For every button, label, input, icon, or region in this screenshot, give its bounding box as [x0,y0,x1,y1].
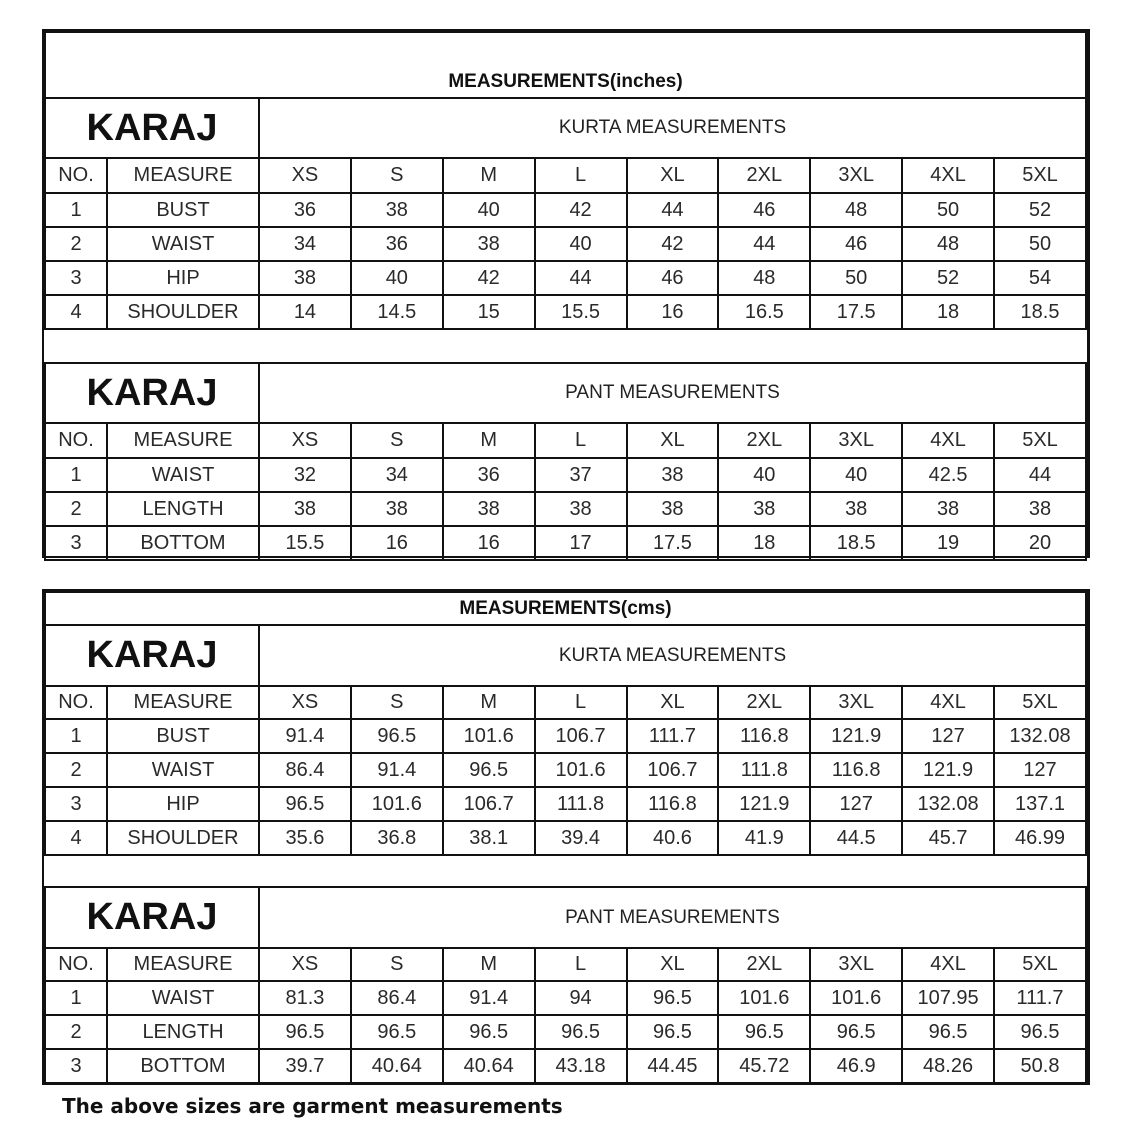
measurement-value: 20 [994,526,1086,560]
column-header-size: 3XL [810,423,902,458]
row-number: 4 [45,295,107,329]
table-row [45,821,1086,855]
table-row [45,787,1086,821]
measurement-value: 38 [627,458,719,492]
measurement-value: 111.7 [994,981,1086,1015]
measurement-value: 17.5 [810,295,902,329]
row-measure: LENGTH [107,492,259,526]
column-header-size: 2XL [718,423,810,458]
column-header-size: 5XL [994,686,1086,719]
row-measure: WAIST [107,753,259,787]
measurement-value: 94 [535,981,627,1015]
measurement-value: 52 [902,261,994,295]
measurement-value: 32 [259,458,351,492]
measurement-value: 38 [351,492,443,526]
section-spacer [45,855,1086,887]
column-header-size: M [443,686,535,719]
column-header-size: XS [259,686,351,719]
measurement-value: 38 [994,492,1086,526]
table-title: MEASUREMENTS(cms) [45,592,1086,625]
column-header-no: NO. [45,686,107,719]
measurement-value: 50 [994,227,1086,261]
measurement-value: 127 [902,719,994,753]
measurement-value: 18 [902,295,994,329]
column-header-size: 2XL [718,686,810,719]
measurement-value: 46 [810,227,902,261]
table-title: MEASUREMENTS(inches) [45,32,1086,98]
table-row [45,1015,1086,1049]
measurement-value: 42 [443,261,535,295]
measurement-value: 17 [535,526,627,560]
row-number: 3 [45,526,107,560]
measurement-value: 40 [718,458,810,492]
measurement-value: 96.5 [351,719,443,753]
row-measure: WAIST [107,227,259,261]
column-header-size: L [535,158,627,193]
row-number: 1 [45,193,107,227]
row-number: 1 [45,981,107,1015]
table-body [45,592,1086,1083]
measurement-value: 46 [718,193,810,227]
measurement-value: 48 [902,227,994,261]
measurement-value: 96.5 [627,981,719,1015]
measurement-value: 50 [810,261,902,295]
measurement-value: 121.9 [902,753,994,787]
column-header-size: 4XL [902,158,994,193]
table-row [45,227,1086,261]
measurement-value: 96.5 [994,1015,1086,1049]
table-title-row [45,32,1086,98]
row-measure: BUST [107,719,259,753]
section-spacer [45,329,1086,363]
row-number: 2 [45,1015,107,1049]
measurement-value: 52 [994,193,1086,227]
table-row [45,492,1086,526]
measurement-value: 18.5 [994,295,1086,329]
measurement-value: 96.5 [443,753,535,787]
measurement-value: 44 [718,227,810,261]
measurement-value: 38 [810,492,902,526]
measurement-value: 48 [718,261,810,295]
measurement-value: 96.5 [259,787,351,821]
column-header-size: 2XL [718,158,810,193]
column-header-size: L [535,686,627,719]
measurement-value: 91.4 [351,753,443,787]
measurement-value: 111.8 [535,787,627,821]
row-measure: HIP [107,261,259,295]
measurement-value: 40 [351,261,443,295]
measurement-value: 42 [627,227,719,261]
measurement-value: 40 [810,458,902,492]
measurement-value: 46 [627,261,719,295]
measurement-value: 15.5 [259,526,351,560]
column-header-measure: MEASURE [107,948,259,981]
measurement-value: 81.3 [259,981,351,1015]
measurement-value: 19 [902,526,994,560]
measurement-value: 46.9 [810,1049,902,1083]
measurement-value: 34 [351,458,443,492]
table-row [45,981,1086,1015]
kurta-section-title: KURTA MEASUREMENTS [259,625,1086,686]
inches-table [44,31,1087,561]
column-header-row [45,158,1086,193]
row-measure: BOTTOM [107,526,259,560]
column-header-size: 4XL [902,686,994,719]
measurement-value: 116.8 [718,719,810,753]
measurement-value: 15.5 [535,295,627,329]
brand-logo: KARAJ [45,887,259,948]
row-measure: BUST [107,193,259,227]
column-header-measure: MEASURE [107,686,259,719]
spacer-cell [45,855,1086,887]
measurement-value: 40.64 [443,1049,535,1083]
measurement-value: 38 [535,492,627,526]
column-header-size: XL [627,948,719,981]
measurement-value: 101.6 [535,753,627,787]
measurement-value: 38.1 [443,821,535,855]
measurement-value: 36 [351,227,443,261]
row-number: 1 [45,458,107,492]
measurement-value: 101.6 [718,981,810,1015]
measurement-value: 101.6 [351,787,443,821]
measurement-value: 37 [535,458,627,492]
row-number: 4 [45,821,107,855]
inches-table-block [42,29,1090,558]
brand-logo: KARAJ [45,625,259,686]
kurta-section-title: KURTA MEASUREMENTS [259,98,1086,158]
measurement-value: 35.6 [259,821,351,855]
measurement-value: 38 [443,227,535,261]
measurement-value: 44.5 [810,821,902,855]
measurement-value: 96.5 [902,1015,994,1049]
column-header-size: XL [627,423,719,458]
measurement-value: 121.9 [718,787,810,821]
measurement-value: 44 [627,193,719,227]
measurement-value: 41.9 [718,821,810,855]
measurement-value: 96.5 [443,1015,535,1049]
measurement-value: 107.95 [902,981,994,1015]
measurement-value: 127 [810,787,902,821]
measurement-value: 38 [902,492,994,526]
measurement-value: 132.08 [902,787,994,821]
table-row [45,753,1086,787]
measurement-value: 39.4 [535,821,627,855]
measurement-value: 16 [443,526,535,560]
measurement-value: 44 [535,261,627,295]
row-measure: WAIST [107,981,259,1015]
measurement-value: 96.5 [627,1015,719,1049]
pant-section-title: PANT MEASUREMENTS [259,363,1086,423]
measurement-value: 132.08 [994,719,1086,753]
column-header-size: M [443,423,535,458]
table-row [45,261,1086,295]
measurement-value: 91.4 [259,719,351,753]
measurement-value: 96.5 [351,1015,443,1049]
column-header-size: XS [259,158,351,193]
column-header-size: 4XL [902,948,994,981]
measurement-value: 101.6 [810,981,902,1015]
measurement-value: 39.7 [259,1049,351,1083]
cms-table-block [42,589,1090,1085]
measurement-value: 14.5 [351,295,443,329]
row-number: 2 [45,492,107,526]
column-header-size: S [351,423,443,458]
measurement-value: 38 [443,492,535,526]
column-header-measure: MEASURE [107,158,259,193]
measurement-value: 96.5 [718,1015,810,1049]
measurement-value: 111.8 [718,753,810,787]
measurement-value: 106.7 [535,719,627,753]
column-header-row [45,686,1086,719]
row-measure: WAIST [107,458,259,492]
column-header-size: S [351,158,443,193]
measurement-value: 38 [259,261,351,295]
column-header-measure: MEASURE [107,423,259,458]
row-number: 2 [45,227,107,261]
table-row [45,526,1086,560]
measurement-value: 106.7 [627,753,719,787]
footer-note: The above sizes are garment measurements [62,1094,563,1118]
measurement-value: 127 [994,753,1086,787]
measurement-value: 101.6 [443,719,535,753]
measurement-value: 46.99 [994,821,1086,855]
row-number: 3 [45,1049,107,1083]
column-header-size: M [443,948,535,981]
measurement-value: 91.4 [443,981,535,1015]
row-number: 3 [45,787,107,821]
cms-table [44,591,1087,1084]
measurement-value: 38 [627,492,719,526]
measurement-value: 42 [535,193,627,227]
measurement-value: 54 [994,261,1086,295]
column-header-size: XS [259,423,351,458]
pant-section-title: PANT MEASUREMENTS [259,887,1086,948]
measurement-value: 16.5 [718,295,810,329]
table-row [45,1049,1086,1083]
row-measure: BOTTOM [107,1049,259,1083]
brand-logo: KARAJ [45,98,259,158]
column-header-size: S [351,686,443,719]
brand-logo: KARAJ [45,363,259,423]
measurement-value: 38 [351,193,443,227]
row-measure: SHOULDER [107,295,259,329]
measurement-value: 96.5 [810,1015,902,1049]
measurement-value: 43.18 [535,1049,627,1083]
measurement-value: 14 [259,295,351,329]
measurement-value: 96.5 [259,1015,351,1049]
column-header-row [45,423,1086,458]
measurement-value: 15 [443,295,535,329]
measurement-value: 42.5 [902,458,994,492]
measurement-value: 17.5 [627,526,719,560]
column-header-size: 5XL [994,948,1086,981]
table-row [45,193,1086,227]
column-header-no: NO. [45,158,107,193]
measurement-value: 40 [443,193,535,227]
table-body [45,32,1086,560]
table-title-row [45,592,1086,625]
measurement-value: 86.4 [351,981,443,1015]
measurement-value: 36 [443,458,535,492]
measurement-value: 106.7 [443,787,535,821]
column-header-size: 3XL [810,158,902,193]
row-measure: LENGTH [107,1015,259,1049]
column-header-size: M [443,158,535,193]
measurement-value: 40.64 [351,1049,443,1083]
measurement-value: 44 [994,458,1086,492]
measurement-value: 48 [810,193,902,227]
column-header-size: 4XL [902,423,994,458]
measurement-value: 50 [902,193,994,227]
row-number: 2 [45,753,107,787]
column-header-size: XL [627,158,719,193]
measurement-value: 121.9 [810,719,902,753]
measurement-value: 18.5 [810,526,902,560]
measurement-value: 36 [259,193,351,227]
column-header-size: 3XL [810,948,902,981]
measurement-value: 38 [259,492,351,526]
kurta-section-header-row [45,98,1086,158]
table-row [45,458,1086,492]
measurement-value: 40 [535,227,627,261]
pant-section-header-row [45,887,1086,948]
measurement-value: 18 [718,526,810,560]
pant-section-header-row [45,363,1086,423]
measurement-value: 44.45 [627,1049,719,1083]
column-header-size: 3XL [810,686,902,719]
measurement-value: 45.7 [902,821,994,855]
measurement-value: 40.6 [627,821,719,855]
kurta-section-header-row [45,625,1086,686]
column-header-size: 2XL [718,948,810,981]
column-header-size: XL [627,686,719,719]
measurement-value: 16 [627,295,719,329]
column-header-size: L [535,948,627,981]
column-header-size: XS [259,948,351,981]
measurement-value: 111.7 [627,719,719,753]
measurement-value: 45.72 [718,1049,810,1083]
row-measure: HIP [107,787,259,821]
column-header-no: NO. [45,948,107,981]
column-header-size: L [535,423,627,458]
measurement-value: 86.4 [259,753,351,787]
column-header-size: S [351,948,443,981]
measurement-value: 137.1 [994,787,1086,821]
measurement-value: 34 [259,227,351,261]
column-header-size: 5XL [994,158,1086,193]
measurement-value: 116.8 [627,787,719,821]
measurement-value: 96.5 [535,1015,627,1049]
column-header-row [45,948,1086,981]
column-header-no: NO. [45,423,107,458]
table-row [45,719,1086,753]
table-row [45,295,1086,329]
measurement-value: 48.26 [902,1049,994,1083]
column-header-size: 5XL [994,423,1086,458]
row-number: 1 [45,719,107,753]
row-measure: SHOULDER [107,821,259,855]
measurement-value: 16 [351,526,443,560]
row-number: 3 [45,261,107,295]
measurement-value: 50.8 [994,1049,1086,1083]
measurement-value: 38 [718,492,810,526]
measurement-value: 116.8 [810,753,902,787]
measurement-value: 36.8 [351,821,443,855]
spacer-cell [45,329,1086,363]
